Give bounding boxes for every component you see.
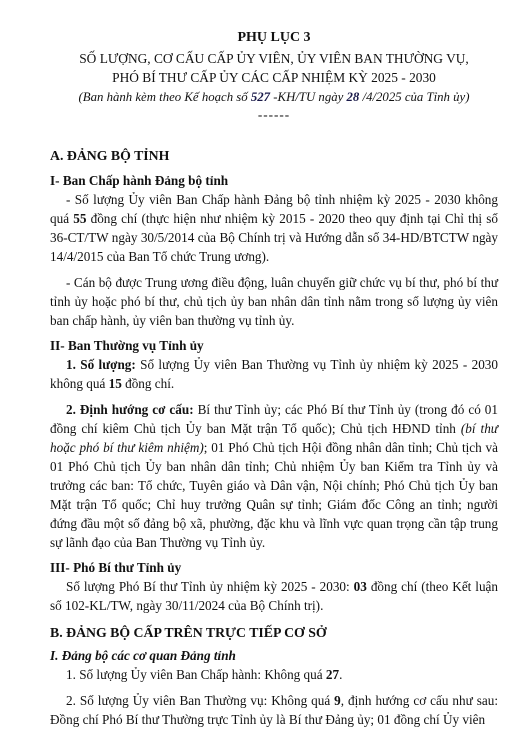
text-run: - Số lượng Ủy viên Ban Chấp hành Đảng bộ tỉnh nhiệm kỳ 2025 - 2030 không quá bbox=[50, 192, 498, 226]
text-run: , định hướng cơ cấu như sau: Đồng chí Phó Bí thư Thường trực Tỉnh ủy là Bí thư Đảng ủy; 01 đồng chí Ủy viên bbox=[50, 693, 498, 727]
text-run: đồng chí. bbox=[121, 376, 175, 391]
text-run: . bbox=[339, 667, 343, 682]
member-count: 27 bbox=[325, 667, 340, 682]
section-b-part-1-paragraph-1 bbox=[50, 665, 498, 684]
appendix-title: PHỤ LỤC 3 bbox=[237, 30, 311, 45]
section-b-title: B. ĐẢNG BỘ CẤP TRÊN TRỰC TIẾP CƠ SỞ bbox=[50, 625, 327, 640]
text-run: 1. Số lượng Ủy viên Ban Chấp hành: Không quá bbox=[66, 667, 326, 682]
paragraph-label: 1. Số lượng: bbox=[66, 357, 136, 372]
paragraph-label: 2. Định hướng cơ cấu: bbox=[66, 402, 194, 417]
member-count: 03 bbox=[353, 579, 367, 594]
header-divider: ------ bbox=[257, 107, 291, 122]
text-run: Số lượng Phó Bí thư Tỉnh ủy nhiệm kỳ 2025 - 2030: bbox=[66, 579, 354, 594]
section-a-part-3-heading: III- Phó Bí thư Tỉnh ủy bbox=[50, 560, 182, 575]
section-a-title: A. ĐẢNG BỘ TỈNH bbox=[50, 148, 170, 163]
text-run: đồng chí (theo Kết luận số 102-KL/TW, ngày 30/11/2024 của Bộ Chính trị). bbox=[50, 579, 499, 613]
section-a-part-2-heading: II- Ban Thường vụ Tỉnh ủy bbox=[50, 338, 204, 353]
section-a-part-3-paragraph-1 bbox=[50, 577, 498, 615]
document-subtitle-line-2: PHÓ BÍ THƯ CẤP ỦY CÁC CẤP NHIỆM KỲ 2025 - 2030 bbox=[112, 70, 436, 85]
section-a-part-2-paragraph-2 bbox=[50, 400, 498, 552]
plan-number-handwritten: 527 bbox=[250, 90, 271, 104]
section-a-part-1-paragraph-1 bbox=[50, 190, 498, 266]
text-run: ; 01 Phó Chủ tịch Hội đồng nhân dân tỉnh; Chủ tịch và 01 Phó Chủ tịch Ủy ban nhân dân tỉnh; Chủ nhiệm Ủy ban Kiểm tra Tỉnh ủy và trưởng các ban: Tổ chức, Tuyên giáo và Dân vận, Nội chính; Phó Chủ tịch Ủy ban Mặt trận Tổ quốc; Chỉ huy trưởng Quân sự tỉnh; Giám đốc Công an tỉnh; người đứng đầu một số đảng bộ xã, phường, đặc khu và lĩnh vực quan trọng cần tập trung sự lãnh đạo của Ban Thường vụ Tỉnh ủy. bbox=[50, 440, 498, 550]
issuance-note-part-c: /4/2025 của Tỉnh ủy) bbox=[359, 90, 470, 104]
member-count: 55 bbox=[73, 211, 87, 226]
text-run: Bí thư Tỉnh ủy; các Phó Bí thư Tỉnh ủy (trong đó có 01 đồng chí kiêm Chủ tịch Ủy ban Mặt trận Tổ quốc); Chủ tịch HĐND tỉnh bbox=[50, 402, 498, 436]
section-b-part-1-heading: I. Đảng bộ các cơ quan Đảng tỉnh bbox=[50, 648, 236, 663]
issuance-note-part-b: -KH/TU ngày bbox=[270, 90, 347, 104]
section-b-part-1-paragraph-2 bbox=[50, 691, 498, 729]
document-subtitle-line-1: SỐ LƯỢNG, CƠ CẤU CẤP ỦY VIÊN, ỦY VIÊN BAN THƯỜNG VỤ, bbox=[79, 51, 469, 66]
text-run: đồng chí (thực hiện như nhiệm kỳ 2015 - 2020 theo quy định tại Chỉ thị số 36-CT/TW ngày 30/5/2014 của Bộ Chính trị và Hướng dẫn số 34-HD/BTCTW ngày 14/4/2015 của Ban Tổ chức Trung ương). bbox=[50, 211, 498, 264]
section-a-part-1-heading: I- Ban Chấp hành Đảng bộ tỉnh bbox=[50, 173, 229, 188]
text-run: 2. Số lượng Ủy viên Ban Thường vụ: Không quá bbox=[66, 693, 335, 708]
section-a-part-1-paragraph-2: - Cán bộ được Trung ương điều động, luân chuyển giữ chức vụ bí thư, phó bí thư tỉnh ủy hoặc phó bí thư, chủ tịch ủy ban nhân dân tỉnh nằm trong số lượng ủy viên ban chấp hành, ủy viên ban thường vụ tỉnh ủy. bbox=[50, 275, 498, 328]
italic-note: (bí thư hoặc phó bí thư kiêm nhiệm) bbox=[50, 421, 498, 455]
member-count: 9 bbox=[334, 693, 341, 708]
issuance-note-part-a: (Ban hành kèm theo Kế hoạch số bbox=[78, 90, 251, 104]
section-a-part-2-paragraph-1 bbox=[50, 355, 498, 393]
plan-day-handwritten: 28 bbox=[346, 90, 360, 104]
text-run: Số lượng Ủy viên Ban Thường vụ Tỉnh ủy nhiệm kỳ 2025 - 2030 không quá bbox=[50, 357, 498, 391]
member-count: 15 bbox=[108, 376, 122, 391]
